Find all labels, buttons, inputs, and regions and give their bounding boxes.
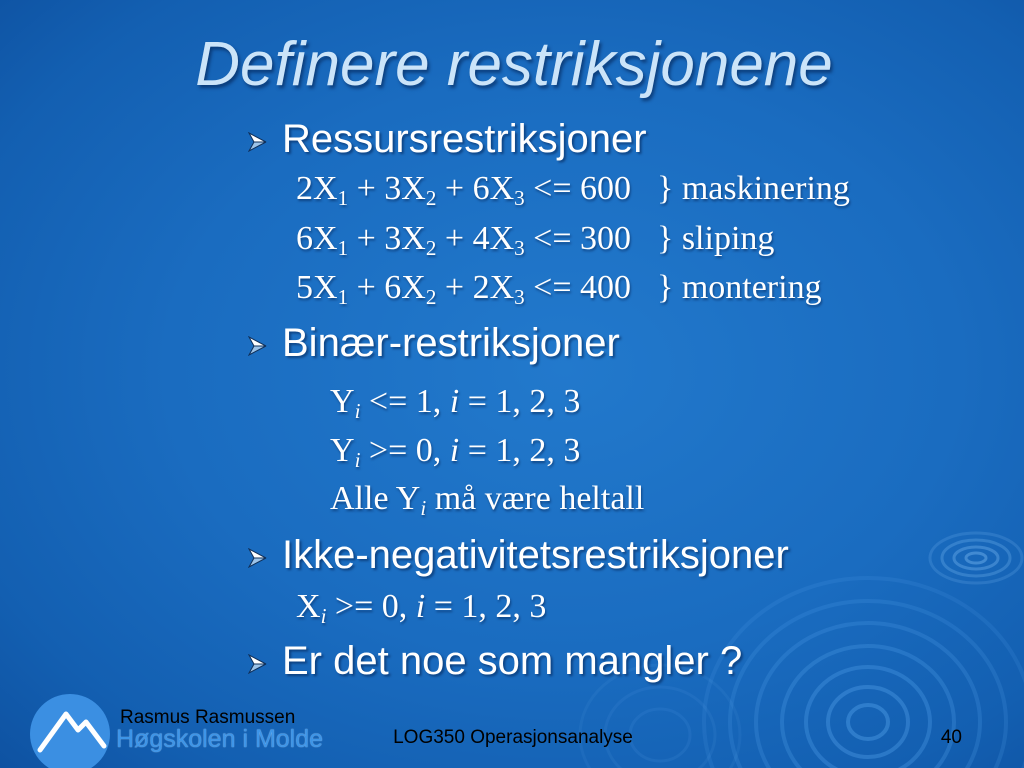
binary-constraint-lower-bound (330, 434, 580, 471)
constraint-relation: >= 0, (360, 432, 450, 469)
index-range: = 1, 2, 3 (459, 432, 581, 469)
index-subscript: i (420, 495, 427, 520)
slide-number: 40 (940, 727, 962, 748)
bullet-ressursrestriksjoner (246, 119, 946, 159)
arrow-bullet-lower-facet (249, 346, 266, 355)
equation-subscript: 1 (337, 185, 349, 210)
index-subscript: i (354, 447, 361, 472)
equation-term: 2X (296, 170, 338, 207)
variable-name: Y (330, 383, 355, 420)
equation-term: 6X (296, 220, 338, 257)
equation-term: + 3X (348, 220, 426, 257)
equation-subscript: 1 (337, 284, 349, 309)
variable-name: X (296, 588, 321, 625)
footer-author: Rasmus Rasmussen (120, 707, 296, 728)
index-subscript: i (320, 603, 327, 628)
equation-relation: <= 600 (524, 170, 632, 207)
slide-title: Definere restriksjonene (195, 30, 833, 99)
equation-subscript: 2 (425, 235, 437, 260)
ripple-ring (806, 667, 930, 768)
equation-relation: <= 400 (524, 269, 632, 306)
equation-subscript: 3 (514, 284, 525, 309)
constraint-relation: <= 1, (360, 383, 450, 420)
equation-subscript: 2 (425, 185, 437, 210)
ripple-ring (730, 601, 1006, 768)
constraint-sliping (296, 222, 631, 259)
constraint-relation: >= 0, (326, 588, 416, 625)
equation-term: + 4X (436, 220, 515, 257)
hogskolen-i-molde-logo (26, 690, 116, 768)
arrow-bullet-upper-facet (249, 337, 266, 346)
equation-term: + 6X (436, 170, 515, 207)
ripple-ring (848, 705, 888, 739)
arrow-bullet-lower-facet (249, 558, 266, 567)
footer-institution: Høgskolen i Molde (116, 725, 324, 753)
arrow-bullet-icon (248, 336, 267, 356)
bullet-ikke-negativitetsrestriksjoner (246, 535, 946, 575)
index-variable: i (449, 432, 460, 469)
index-subscript: i (354, 398, 361, 423)
constraint-maskinering (296, 172, 631, 209)
nonnegativity-constraint (296, 590, 546, 627)
arrow-bullet-lower-facet (249, 142, 266, 151)
arrow-bullet-lower-facet (249, 664, 266, 673)
integer-statement-suffix: må være heltall (426, 480, 645, 517)
bullet-heading: Er det noe som mangler ? (282, 639, 743, 683)
equation-subscript: 3 (514, 235, 525, 260)
variable-name: Y (330, 432, 355, 469)
index-range: = 1, 2, 3 (459, 383, 581, 420)
index-range: = 1, 2, 3 (425, 588, 547, 625)
constraint-montering (296, 271, 631, 308)
equation-subscript: 1 (337, 235, 349, 260)
bullet-binaer-restriksjoner (246, 323, 946, 363)
arrow-bullet-icon (248, 548, 267, 568)
ripple-ring (954, 547, 998, 569)
binary-constraint-integer (330, 482, 644, 519)
arrow-bullet-upper-facet (249, 549, 266, 558)
ripple-ring (828, 687, 908, 757)
equation-term: + 6X (348, 269, 426, 306)
bullet-er-det-noe-som-mangler (246, 641, 946, 681)
logo-circle (30, 694, 110, 768)
arrow-bullet-upper-facet (249, 133, 266, 142)
constraint-label-maskinering: } maskinering (657, 170, 850, 207)
constraint-label-sliping: } sliping (657, 220, 775, 257)
index-variable: i (415, 588, 426, 625)
arrow-bullet-upper-facet (249, 655, 266, 664)
footer-course: LOG350 Operasjonsanalyse (393, 727, 633, 748)
integer-statement-prefix: Alle Y (330, 480, 421, 517)
bullet-heading: Ikke-negativitetsrestriksjoner (282, 533, 789, 577)
equation-subscript: 2 (425, 284, 437, 309)
equation-relation: <= 300 (524, 220, 632, 257)
ripple-ring (942, 540, 1010, 576)
bullet-heading: Ressursrestriksjoner (282, 117, 647, 161)
equation-term: 5X (296, 269, 338, 306)
bullet-heading: Binær-restriksjoner (282, 321, 620, 365)
binary-constraint-upper-bound (330, 385, 580, 422)
arrow-bullet-icon (248, 654, 267, 674)
constraint-label-montering: } montering (657, 269, 822, 306)
equation-subscript: 3 (514, 185, 525, 210)
equation-term: + 2X (436, 269, 515, 306)
arrow-bullet-icon (248, 132, 267, 152)
equation-term: + 3X (348, 170, 426, 207)
index-variable: i (449, 383, 460, 420)
ripple-ring (966, 553, 986, 563)
